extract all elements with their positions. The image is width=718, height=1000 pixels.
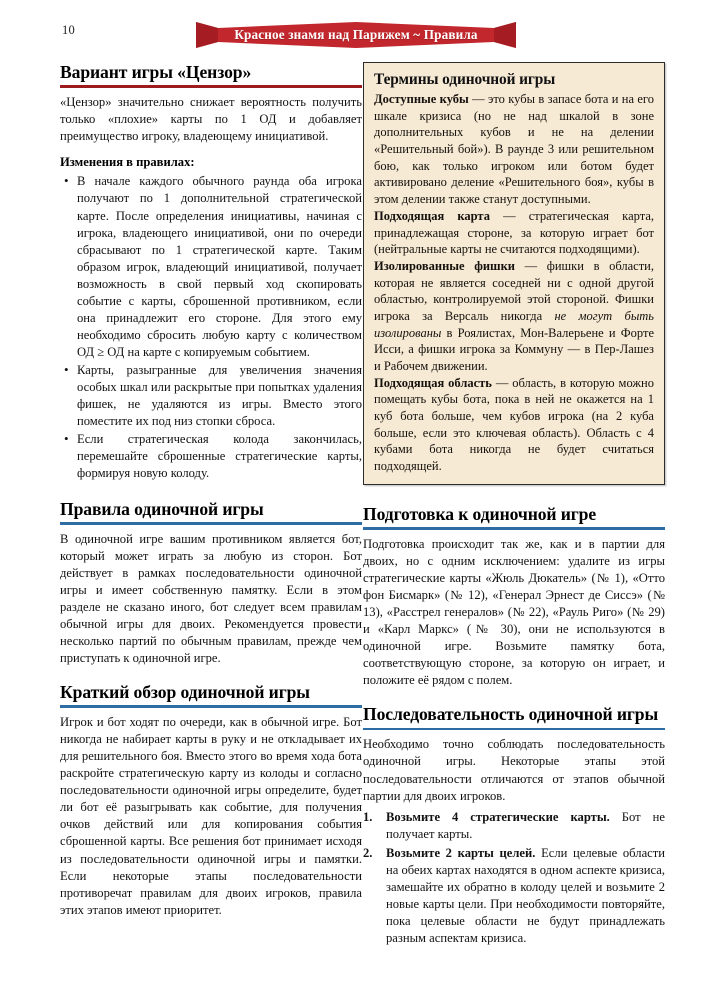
heading-solo-overview (60, 682, 362, 708)
term-dash: — (491, 375, 513, 390)
term-name: Подходящая карта (374, 208, 490, 223)
left-column (60, 62, 362, 949)
step-rest: Бот не получает карты. (386, 809, 665, 841)
step-lead: Возьмите 4 стратегические карты. (386, 809, 610, 824)
banner-title: Красное знамя над Парижем ~ Правила (234, 27, 478, 42)
term-text: фишки в области, которая не является соседней ни с одной другой областью, контролируемой этой стороной. Фишки игрока за Версаль никогда (374, 258, 654, 323)
heading-rule-blue (60, 705, 362, 708)
heading-solo-setup (363, 504, 665, 530)
term-dash: — (515, 258, 547, 273)
heading-rule-blue (363, 728, 665, 731)
heading-solo-sequence (363, 704, 665, 730)
solo-sequence-intro: Необходимо точно соблюдать последовательность одиночной игры. Некоторые этапы этой последовательности отличаются от этапов обычной партии для двоих игроков. (363, 737, 665, 803)
heading-solo-rules (60, 499, 362, 525)
term-name: Подходящая область (374, 375, 492, 390)
term-entry (374, 258, 654, 375)
term-text: это кубы в запасе бота и на его шкале кризиса (но не над шкалой в зоне дополнительных кубов и не на делении «Решительный бой»). В раунде 3 или решительном бою, как только игроком или ботом будет активировано деление «Решительного боя», кубы в этом делении также станут доступными. (374, 92, 654, 207)
heading-solo-setup-text: Подготовка к одиночной игре (363, 503, 597, 524)
step-number: 2. (363, 845, 373, 860)
heading-rule-red (60, 85, 362, 88)
list-item: • Карты, разыгранные для увеличения значения особых шкал или раскрытые при попытках удаления фишек, не удаляются из игры. Вместо этого поместите их под низ стопки сброса. (77, 362, 362, 430)
heading-solo-overview-text: Краткий обзор одиночной игры (60, 682, 310, 703)
two-column-layout (0, 62, 718, 949)
term-dash: — (489, 208, 529, 223)
term-entry (374, 375, 654, 475)
heading-rule-blue (363, 527, 665, 530)
term-text: область, в которую можно помещать кубы бота, пока в ней не окажется на 1 куб бота больше, чем кубов игрока (на 2 куба больше, если это ключевая область). Область с 4 кубами бота никогда не будет считаться подходящей. (374, 375, 654, 474)
page-number: 10 (62, 23, 76, 37)
term-dash: — (468, 92, 489, 106)
term-text-italic: не могут быть изолированы (374, 308, 654, 340)
spacer (363, 689, 665, 704)
term-text: стратегическая карта, принадлежащая стороне, за которую играет бот (нейтральные карты не считаются подходящими). (374, 208, 654, 257)
right-column (363, 62, 665, 949)
solo-overview-body: Игрок и бот ходят по очереди, как в обычной игре. Бот никогда не набирает карты в руку и не откладывает их для решительного боя. Вместо этого во время хода бота раскройте стратегическую карту из колоды и согласно последовательности одиночной игры определите, будет ли бот её разыгрывать как событие, для получения очков действий или для копирования события сброшенной карты. Все решения бот принимает исходя из последовательности одиночной игры и памятки. Если некоторые этапы последовательности противоречат правилам для двоих игроков, правила этих этапов имеют приоритет. (60, 715, 362, 917)
term-name: Изолированные фишки (374, 258, 516, 273)
heading-rule-blue (60, 522, 362, 525)
censor-intro: «Цензор» значительно снижает вероятность получить только «плохие» карты по 1 ОД и добавляет преимущество игроку, владеющему инициативой. (60, 95, 362, 144)
list-item: • В начале каждого обычного раунда оба игрока получают по 1 дополнительной стратегической карте. После определения инициативы, начиная с игрока, владеющего инициативой, они по очереди сбрасывают по 1 стратегической карте. Таким образом игрок, владеющий инициативой, получает возможность в свой первый ход скопировать событие с карты, сброшенной противником, если она принадлежит его стороне. Для этого ему необходимо сбросить любую карту с количеством ОД ≥ ОД на карте с копируемым событием. (77, 173, 362, 361)
term-name: Доступные кубы (374, 92, 469, 106)
list-item (363, 845, 666, 947)
censor-bullet-list (60, 173, 362, 482)
step-number: 1. (363, 809, 373, 824)
step-lead: Возьмите 2 карты целей. (386, 845, 536, 860)
solo-terms-box (363, 62, 665, 485)
heading-censor-variant-text: Вариант игры «Цензор» (60, 62, 252, 82)
solo-sequence-steps (363, 809, 665, 948)
terms-box-title: Термины одиночной игры (374, 71, 556, 88)
list-item: • Если стратегическая колода закончилась, перемешайте сброшенные стратегические карты, формируя новую колоду. (77, 431, 362, 482)
solo-rules-body: В одиночной игре вашим противником является бот, который может играть за любую из сторон. Бот действует в рамках последовательности одиночной игры и имеет собственную памятку. Если в этом разделе не сказано иного, бот следует всем правилам обычной игры для двоих. Рекомендуется провести несколько партий по обычным правилам, прежде чем приступать к одиночной игре. (60, 531, 362, 665)
step-rest: Если целевые области на обеих картах находятся в одном аспекте кризиса, замешайте их обратно в колоду целей и возьмите 2 новые карты цели. При необходимости повторяйте, пока целевые области не будут принадлежать разным аспектам кризиса. (386, 845, 666, 946)
title-ribbon (196, 18, 516, 52)
heading-censor-variant (60, 62, 362, 88)
spacer (60, 484, 362, 499)
spacer (60, 667, 362, 682)
term-entry (374, 91, 654, 208)
spacer (363, 485, 665, 504)
list-item (363, 809, 665, 843)
solo-setup-body: Подготовка происходит так же, как и в партии для двоих, но с одним исключением: удалите из игры стратегические карты «Жюль Дюкатель» (№ 1), «Отто фон Бисмарк» (№ 12), «Генерал Эрнест де Сиссэ» (№ 13), «Расстрел генералов» (№ 22), «Рауль Риго» (№ 29) и «Карл Маркс» (№ 30), они не используются в одиночной игре. Возьмите памятку бота, соответствующую стороне, за которую он играет, и положите её рядом с полем. (363, 536, 665, 688)
term-text-tail: в Роялистах, Мон-Валерьене и Форте Исси, а фишки игрока за Коммуну — в Пер-Лашез и Рабочем движении. (374, 325, 654, 373)
heading-solo-sequence-text: Последовательность одиночной игры (363, 704, 659, 725)
censor-changes-heading: Изменения в правилах: (60, 155, 195, 170)
heading-solo-rules-text: Правила одиночной игры (60, 498, 264, 519)
page-header (0, 0, 718, 56)
term-entry (374, 208, 654, 258)
